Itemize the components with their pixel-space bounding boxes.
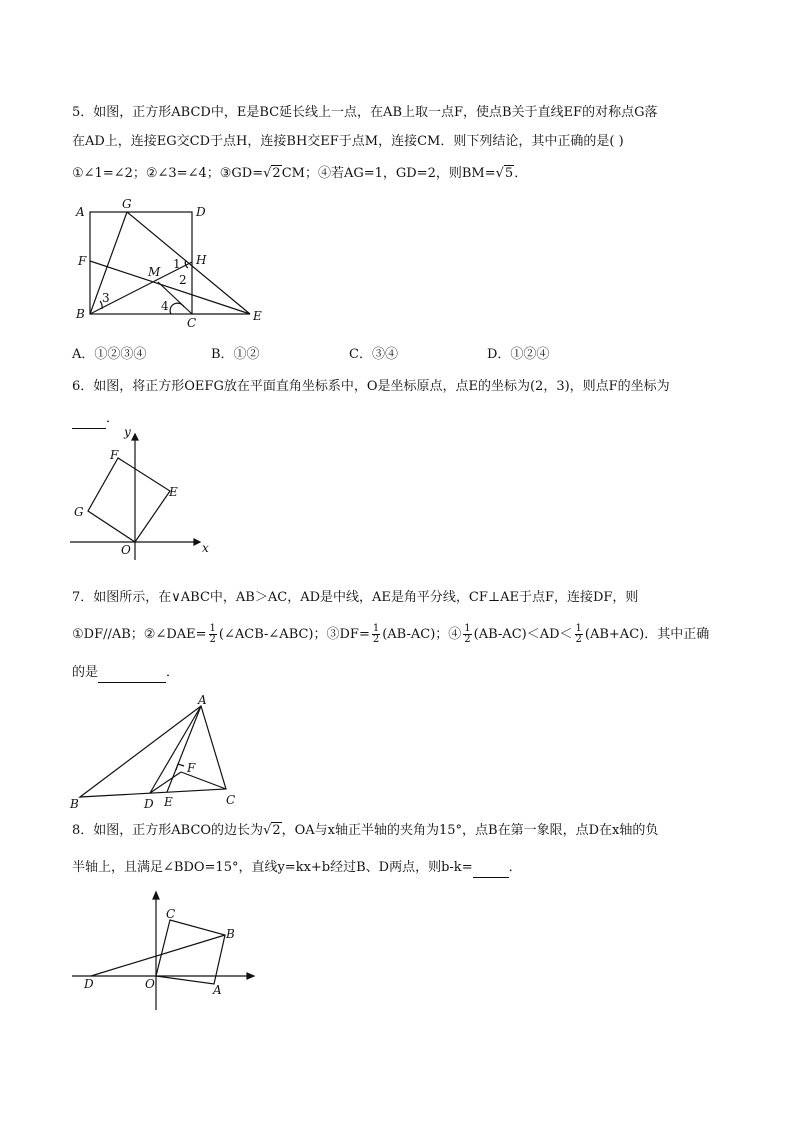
line-eg	[127, 212, 250, 314]
q5-statement-part3: ．	[514, 166, 528, 181]
answer-blank[interactable]	[98, 664, 166, 683]
label-c: C	[226, 793, 236, 807]
square-abco	[156, 920, 225, 984]
label-e: E	[169, 485, 178, 499]
q5-option-c[interactable]: C．③④	[349, 347, 398, 362]
answer-blank[interactable]	[72, 410, 106, 429]
label-d: D	[84, 977, 94, 991]
q7-text-line3: 的是 ．	[72, 664, 179, 683]
label-angle-2: 2	[179, 273, 187, 287]
square-oefg	[88, 458, 170, 542]
label-c: C	[187, 316, 197, 330]
q5-statements	[72, 165, 527, 183]
sqrt-5: √5	[495, 166, 514, 181]
label-b: B	[70, 797, 79, 811]
q8-text-line2: 半轴上，且满足∠BDO=15°，直线y=kx+b经过B、D两点，则b-k= ．	[72, 859, 522, 878]
q5-text-line2: 在AD上，连接EG交CD于点H，连接BH交EF于点M，连接CM．则下列结论，其中正确的是( )	[72, 134, 624, 149]
q8-figure	[70, 890, 265, 1012]
y-axis-arrow	[132, 434, 138, 440]
angle-4-arc	[170, 303, 184, 314]
q6-text-line1: 6．如图，将正方形OEFG放在平面直角坐标系中，O是坐标原点，点E的坐标为(2，3)，则点F的坐标为	[72, 379, 670, 394]
label-a: A	[76, 205, 85, 219]
label-y: y	[124, 425, 131, 439]
label-angle-3: 3	[102, 291, 110, 305]
label-f: F	[78, 254, 87, 268]
x-axis-arrow	[247, 973, 254, 979]
label-g: G	[74, 505, 84, 519]
label-e: E	[253, 309, 262, 323]
q6-text-line2: ．	[72, 410, 119, 429]
line-ef	[90, 261, 250, 314]
label-f: F	[187, 761, 196, 775]
label-o: O	[145, 977, 155, 991]
label-d: D	[144, 797, 154, 811]
right-angle-mark	[176, 764, 184, 770]
x-axis-arrow	[194, 539, 200, 545]
q5-option-a[interactable]: A．①②③④	[72, 347, 147, 362]
label-b: B	[76, 307, 85, 321]
segment-df	[150, 772, 181, 793]
median-ad	[150, 706, 201, 793]
label-o: O	[121, 543, 131, 557]
fraction-half: $\frac{1}{2}$	[372, 623, 380, 645]
label-f: F	[110, 448, 119, 462]
label-h: H	[196, 253, 207, 267]
label-c: C	[166, 907, 176, 921]
q6-figure	[66, 425, 216, 560]
q5-option-b[interactable]: B．①②	[211, 347, 260, 362]
q7-text-line1: 7．如图所示，在∨ABC中，AB＞AC，AD是中线，AE是角平分线，CF⊥AE于点F，连接DF，则	[72, 590, 639, 605]
q8-text-line1: 8．如图，正方形ABCO的边长为√2，OA与x轴正半轴的夹角为15°，点B在第一象限，点D在x轴的负	[72, 823, 659, 838]
fraction-half: $\frac{1}{2}$	[209, 623, 216, 645]
q5-option-d[interactable]: D．①②④	[487, 347, 550, 362]
label-angle-4: 4	[161, 299, 169, 313]
label-a: A	[198, 693, 207, 707]
label-x: x	[202, 541, 209, 555]
label-a: A	[213, 983, 222, 997]
q7-figure	[70, 692, 240, 810]
q7-statements: ①DF//AB；②∠DAE= $\frac{1}{2}$ (∠ACB-∠ABC)；③DF= $\frac{1}{2}$ (AB-AC)；④ $\frac{1}{2}$ (AB-AC)＜AD＜ $\frac{1}{2}$ (AB+AC)．其中正确	[72, 623, 710, 645]
q5-statement-part2: CM；④若AG=1，GD=2，则BM=	[281, 166, 496, 181]
q5-figure	[70, 196, 270, 331]
label-m: M	[148, 265, 161, 279]
answer-blank[interactable]	[473, 859, 509, 878]
label-e: E	[164, 795, 173, 809]
q5-statement-part1: ①∠1=∠2；②∠3=∠4；③GD=	[72, 166, 264, 181]
sqrt-2: √2	[263, 823, 281, 838]
label-d: D	[196, 205, 206, 219]
fraction-half: $\frac{1}{2}$	[464, 623, 471, 645]
label-g: G	[122, 197, 132, 211]
label-angle-1: 1	[173, 257, 181, 271]
label-b: B	[226, 927, 235, 941]
sqrt-2: √2	[263, 166, 281, 181]
triangle-abc	[80, 706, 226, 797]
fraction-half: $\frac{1}{2}$	[575, 623, 582, 645]
y-axis-arrow	[153, 892, 159, 899]
q5-text-line1: 5．如图，正方形ABCD中，E是BC延长线上一点，在AB上取一点F，使点B关于直线EF的对称点G落	[72, 105, 658, 120]
